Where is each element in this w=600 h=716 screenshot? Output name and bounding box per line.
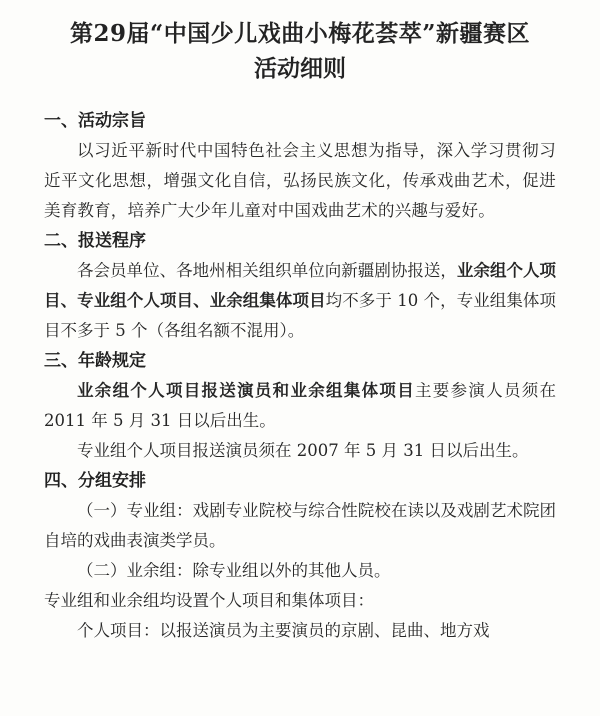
procedure-text-part: 均不多于 10 个，专业组集体项目不多于 5 个（各组名额不混用）。 (44, 291, 556, 340)
procedure-text-part: 各会员单位、各地州相关组织单位向新疆剧协报送， (77, 261, 457, 280)
document-subtitle: 活动细则 (254, 55, 346, 82)
section-text-age-1 (44, 376, 556, 436)
section-heading-procedure: 二、报送程序 (44, 231, 146, 251)
section-text-groups-individual: 个人项目：以报送演员为主要演员的京剧、昆曲、地方戏 (77, 621, 490, 640)
section-heading-groups: 四、分组安排 (44, 471, 146, 491)
section-heading-age: 三、年龄规定 (44, 351, 146, 371)
document-title: 第29届“中国少儿戏曲小梅花荟萃”新疆赛区 (70, 20, 530, 47)
section-text-groups-projects: 专业组和业余组均设置个人项目和集体项目： (44, 591, 374, 610)
section-heading-purpose: 一、活动宗旨 (44, 111, 146, 131)
age-text-bold: 业余组个人项目报送演员和 (77, 381, 291, 400)
section-text-groups-amateur: （二）业余组：除专业组以外的其他人员。 (77, 561, 391, 580)
section-text-groups-professional: （一）专业组：戏剧专业院校与综合性院校在读以及戏剧艺术院团自培的戏曲表演类学员。 (44, 501, 556, 550)
procedure-text-bold: 业余组个人项目、专业组个人项目、业余组集体项目 (44, 261, 557, 310)
section-text-purpose: 以习近平新时代中国特色社会主义思想为指导，深入学习贯彻习近平文化思想，增强文化自信，弘扬民族文化，传承戏曲艺术，促进美育教育，培养广大少年儿童对中国戏曲艺术的兴趣与爱好。 (44, 141, 556, 220)
age-text-part: 主要参演人员须在 2011 年 5 月 31 日以后出生。 (44, 381, 557, 430)
section-text-procedure (44, 256, 556, 346)
section-text-age-2: 专业组个人项目报送演员须在 2007 年 5 月 31 日以后出生。 (77, 441, 529, 460)
age-text-bold: 业余组集体项目 (290, 381, 415, 400)
